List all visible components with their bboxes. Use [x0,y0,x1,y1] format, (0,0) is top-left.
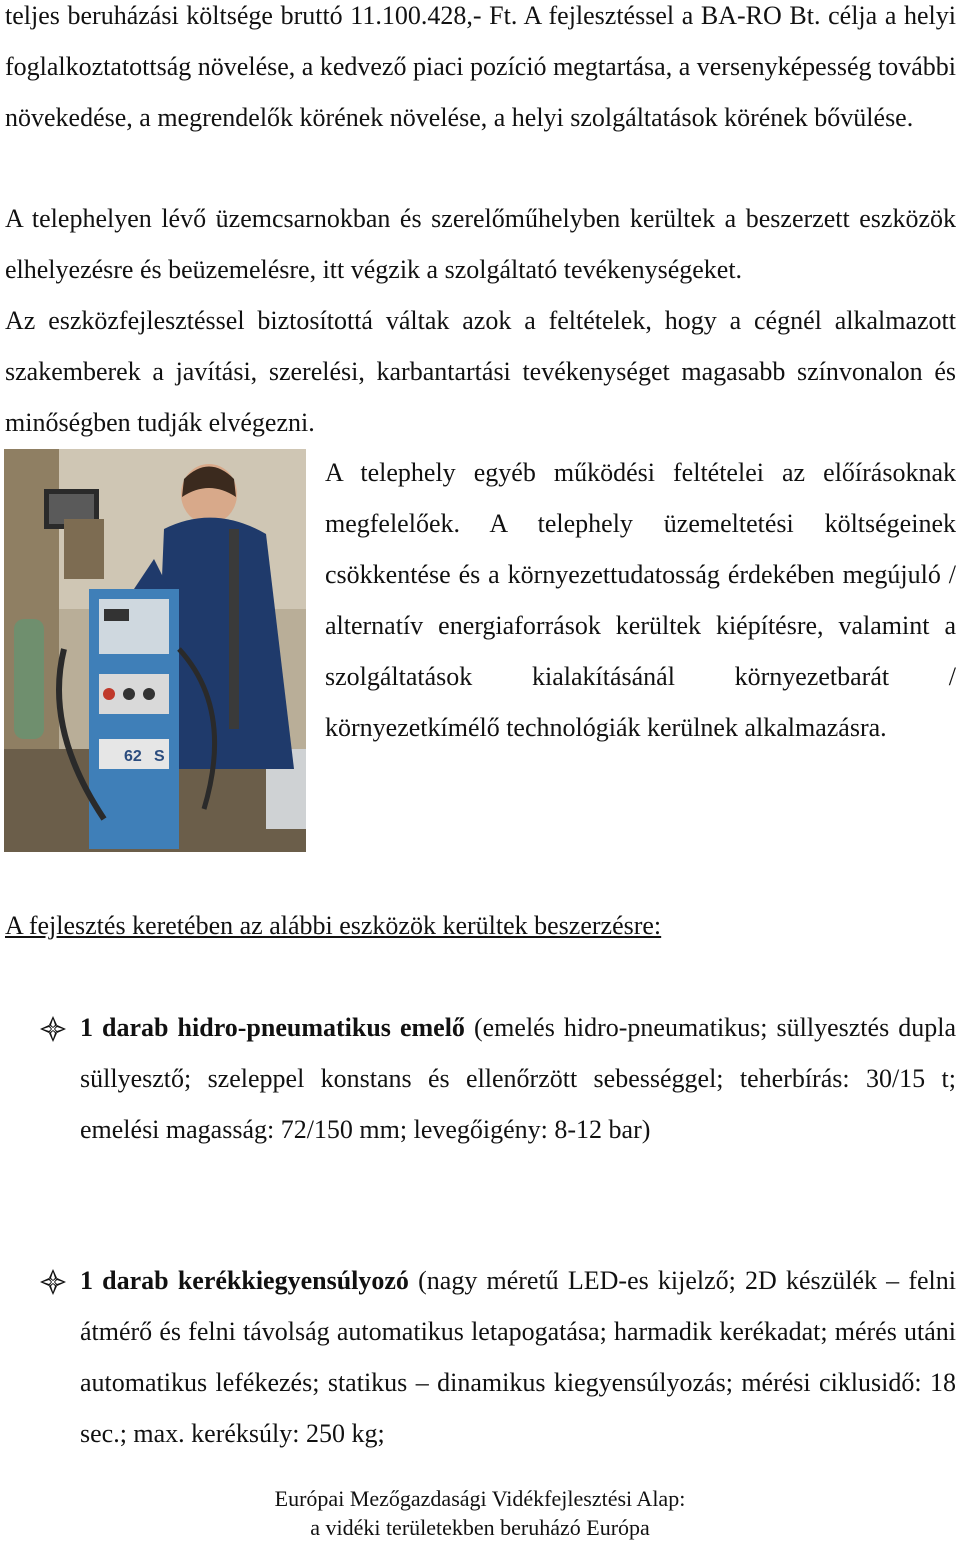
list-item-description: (emelés hidro-pneumatikus; süllyesztés dupla süllyesztő; szeleppel konstans és ellenőrzött sebességgel; teherbírás: 30/15 t; emelési magasság: 72/150 mm; levegőigény: 8-12 bar) [80,1013,957,1144]
list-item-bold-title: 1 darab kerékkiegyensúlyozó [80,1266,409,1295]
paragraph-site-operation: A telephely egyéb működési feltételei az előírásoknak megfelelőek. A telephely üzemeltetési költségeinek csökkentése és a környezettudatosság érdekében megújuló / alternatív energiaforrások kerültek kiépítésre, valamint a szolgáltatások kialakításánál környezetbarát / környezetkímélő technológiák kerülnek alkalmazásra. [325,458,956,742]
diamond-bullet-icon [38,1267,68,1297]
paragraph-site-equipment: A telephelyen lévő üzemcsarnokban és szerelőműhelyben kerültek a beszerzett eszközök elhelyezésre és beüzemelésre, itt végzik a szolgáltató tevékenységeket. [5,204,956,284]
page-footer [0,1484,960,1542]
list-item-text [80,1002,956,1155]
footer-line-fund: Európai Mezőgazdasági Vidékfejlesztési Alap: [274,1486,686,1511]
paragraph-investment-goals: teljes beruházási költsége bruttó 11.100.428,- Ft. A fejlesztéssel a BA-RO Bt. célja a helyi foglalkoztatottság növelése, a kedvező piaci pozíció megtartása, a versenyképesség további növekedése, a megrendelők körének növelése, a helyi szolgáltatások körének bővülése. [5,1,956,132]
list-item-bold-title: 1 darab hidro-pneumatikus emelő [80,1013,465,1042]
footer-line-slogan: a vidéki területekben beruházó Európa [310,1515,650,1540]
list-item-text [80,1255,956,1459]
machine-label-s: S [154,748,165,765]
paragraph-development-conditions: Az eszközfejlesztéssel biztosítottá váltak azok a feltételek, hogy a cégnél alkalmazott szakemberek a javítási, szerelési, karbantartási tevékenységet magasabb színvonalon és minőségben tudják elvégezni. [5,306,956,437]
welder-photo [4,449,306,852]
section-heading-equipment: A fejlesztés keretében az alábbi eszközök kerültek beszerzésre: [5,911,662,940]
list-item-description: (nagy méretű LED-es kijelző; 2D készülék – felni átmérő és felni távolság automatikus letapogatása; harmadik kerékadat; mérés utáni automatikus lefékezés; statikus – dinamikus kiegyensúlyozás; mérési ciklusidő: 18 sec.; max. keréksúly: 250 kg; [80,1266,956,1448]
machine-label-62: 62 [124,748,142,765]
diamond-bullet-icon [38,1014,68,1044]
